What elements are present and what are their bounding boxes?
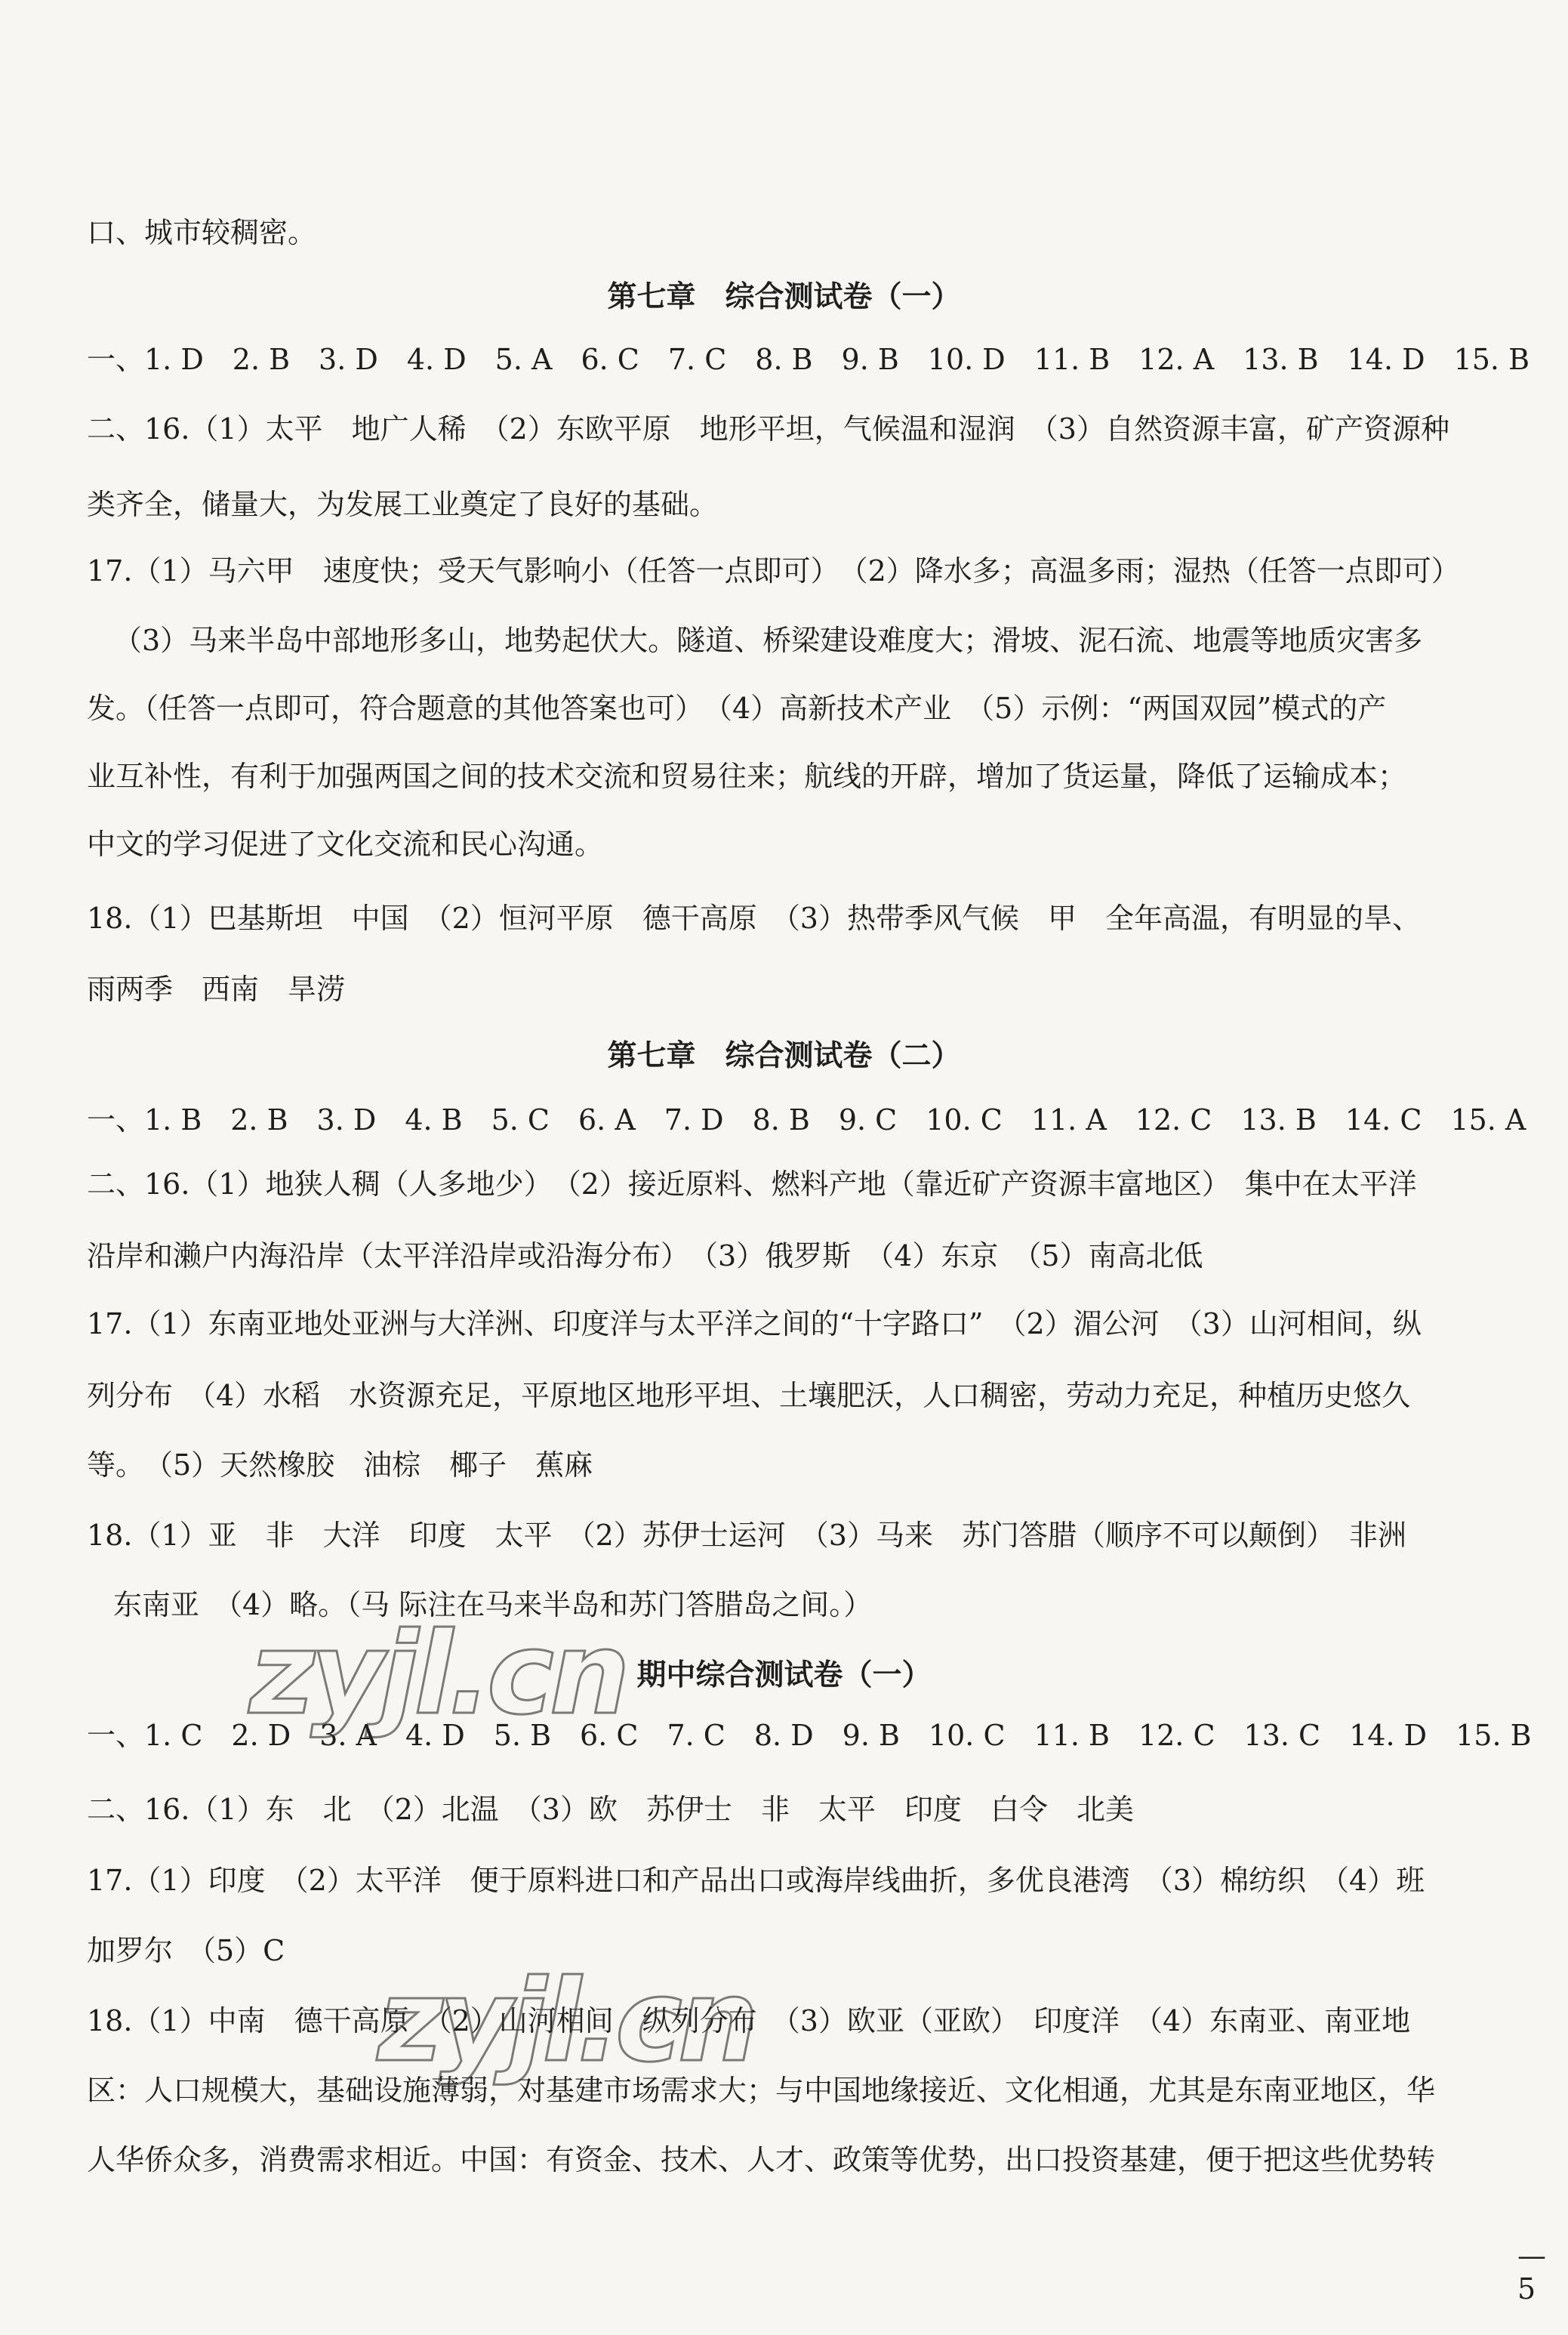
text-line: 二、16.（1）地狭人稠（人多地少） （2）接近原料、燃料产地（靠近矿产资源丰富地区） 集中在太平洋 [87, 1168, 1417, 1201]
text-line: 发。（任答一点即可，符合题意的其他答案也可） （4）高新技术产业 （5）示例：“两国双园”模式的产 [87, 692, 1387, 725]
text-line: 一、1. D 2. B 3. D 4. D 5. A 6. C 7. C 8. B 9. B 10. D 11. B 12. A 13. B 14. D 15. B [87, 343, 1530, 376]
watermark: zyjl.cn [249, 1609, 626, 1740]
text-line: 口、城市较稠密。 [87, 216, 317, 249]
text-line: 17.（1）印度 （2）太平洋 便于原料进口和产品出口或海岸线曲折，多优良港湾 （3）棉纺织 （4）班 [87, 1864, 1425, 1897]
text-line: 二、16.（1）东 北 （2）北温 （3）欧 苏伊士 非 太平 印度 白令 北美 [87, 1793, 1134, 1826]
section-title: 第七章 综合测试卷（一） [607, 279, 961, 314]
text-line: 类齐全，储量大，为发展工业奠定了良好的基础。 [87, 488, 719, 521]
text-line: 东南亚 （4）略。（马 际注在马来半岛和苏门答腊岛之间。） [113, 1588, 873, 1621]
text-line: 等。 （5）天然橡胶 油棕 椰子 蕉麻 [87, 1448, 593, 1482]
text-line: 人华侨众多，消费需求相近。中国：有资金、技术、人才、政策等优势，出口投资基建，便于把这些优势转 [87, 2143, 1436, 2176]
text-line: 沿岸和濑户内海沿岸（太平洋沿岸或沿海分布） （3）俄罗斯 （4）东京 （5）南高北低 [87, 1239, 1203, 1272]
text-line: 二、16.（1）太平 地广人稀 （2）东欧平原 地形平坦，气候温和湿润 （3）自然资源丰富，矿产资源种 [87, 412, 1449, 446]
text-line: 加罗尔 （5）C [87, 1934, 285, 1967]
section-title: 期中综合测试卷（一） [636, 1658, 932, 1692]
text-line: 业互补性，有利于加强两国之间的技术交流和贸易往来；航线的开辟，增加了货运量，降低了运输成本； [87, 760, 1407, 793]
text-line: 18.（1）亚 非 大洋 印度 太平 （2）苏伊士运河 （3）马来 苏门答腊（顺序不可以颠倒） 非洲 [87, 1519, 1406, 1552]
text-line: 18.（1）中南 德干高原 （2）山河相间 纵列分布 （3）欧亚（亚欧） 印度洋 （4）东南亚、南亚地 [87, 2004, 1411, 2037]
text-line: 雨两季 西南 旱涝 [87, 973, 346, 1006]
text-line: 一、1. C 2. D 3. A 4. D 5. B 6. C 7. C 8. D 9. B 10. C 11. B 12. C 13. C 14. D 15. B [87, 1719, 1532, 1752]
section-title: 第七章 综合测试卷（二） [607, 1038, 961, 1073]
text-line: 17.（1）东南亚地处亚洲与大洋洲、印度洋与太平洋之间的“十字路口” （2）湄公河 （3）山河相间，纵 [87, 1307, 1422, 1340]
page-number: — 5 [1517, 2239, 1546, 2306]
text-line: 18.（1）巴基斯坦 中国 （2）恒河平原 德干高原 （3）热带季风气候 甲 全年高温，有明显的旱、 [87, 902, 1421, 935]
text-line: （3）马来半岛中部地形多山，地势起伏大。隧道、桥梁建设难度大；滑坡、泥石流、地震等地质灾害多 [113, 624, 1423, 657]
watermark: zyjl.cn [377, 1956, 754, 2087]
text-line: 列分布 （4）水稻 水资源充足，平原地区地形平坦、土壤肥沃，人口稠密，劳动力充足，种植历史悠久 [87, 1379, 1411, 1412]
text-line: 中文的学习促进了文化交流和民心沟通。 [87, 828, 604, 861]
text-line: 一、1. B 2. B 3. D 4. B 5. C 6. A 7. D 8. B 9. C 10. C 11. A 12. C 13. B 14. C 15. A [87, 1103, 1526, 1137]
text-line: 17.（1）马六甲 速度快；受天气影响小（任答一点即可） （2）降水多；高温多雨；湿热（任答一点即可） [87, 554, 1460, 588]
text-line: 区：人口规模大，基础设施薄弱，对基建市场需求大；与中国地缘接近、文化相通，尤其是东南亚地区，华 [87, 2074, 1436, 2107]
